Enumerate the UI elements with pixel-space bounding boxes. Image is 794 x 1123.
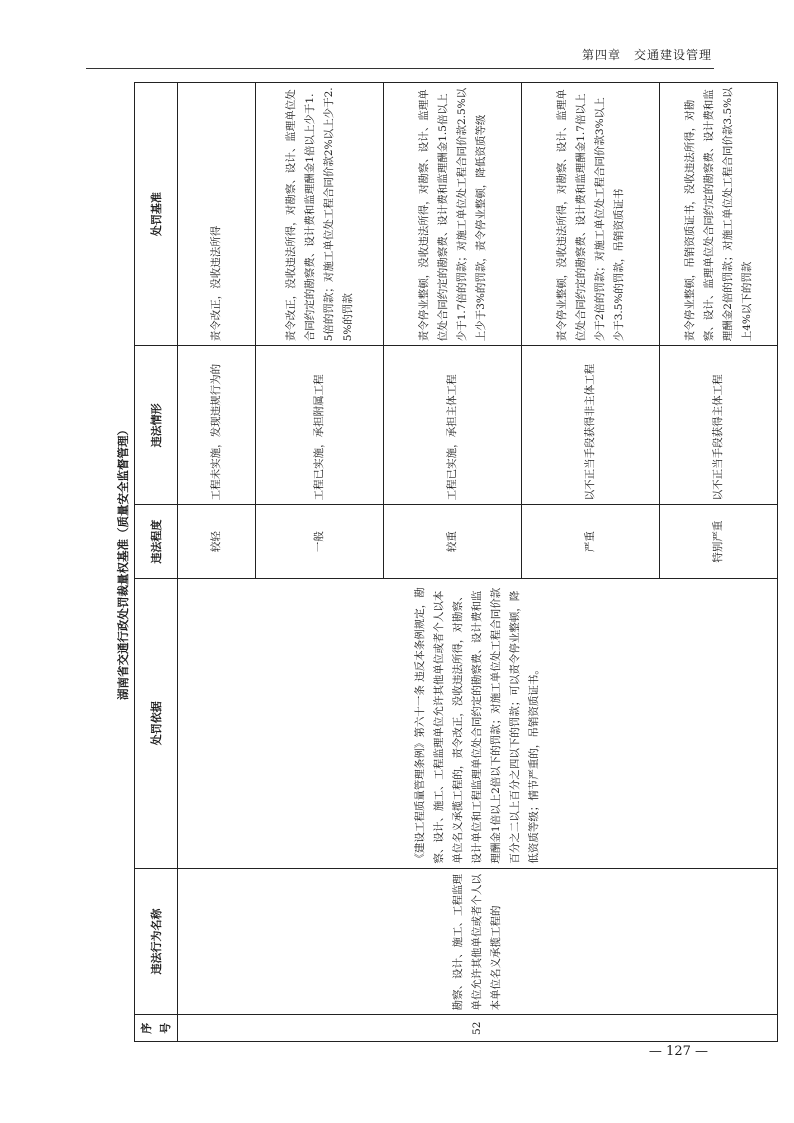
- level-situation: 工程已实施，承担主体工程: [384, 346, 522, 505]
- column-header-name: 违法行为名称: [135, 868, 178, 1015]
- column-header-standard: 处罚基准: [135, 83, 178, 346]
- level-situation: 以不正当手段获得主体工程: [660, 346, 778, 505]
- row-seq: 52: [178, 1015, 778, 1042]
- level-situation: 工程未实施，发现违规行为的: [178, 346, 256, 505]
- row-violation-name: 勘察、设计、施工、工程监理单位允许其他单位或者个人以本单位名义承揽工程的: [178, 868, 778, 1015]
- column-header-seq: 序号: [135, 1015, 178, 1042]
- table-title: 湖南省交通行政处罚裁量权基准（质量安全监督管理）: [116, 424, 130, 700]
- level-standard: 责令停业整顿，没收违法所得，对勘察、设计、监理单位处合同约定的勘察费、设计费和监理酬金1.5倍以上少于1.7倍的罚款；对施工单位处工程合同价款2.5%以上少于3%的罚款，责令停业整顿，降低资质等级: [384, 83, 522, 346]
- level-situation: 工程已实施，承担附属工程: [256, 346, 384, 505]
- running-header: 第四章 交通建设管理: [581, 48, 712, 62]
- header-rule: [86, 68, 714, 69]
- column-header-degree: 违法程度: [135, 505, 178, 578]
- column-header-basis: 处罚依据: [135, 578, 178, 868]
- row-penalty-basis: 《建设工程质量管理条例》第六十一条 违反本条例规定，勘察、设计、施工、工程监理单位允许其他单位或者个人以本单位名义承揽工程的，责令改正，没收违法所得，对勘察、设计单位和工程监理单位处合同约定的勘察费、设计费和监理酬金1倍以上2倍以下的罚款；对施工单位处工程合同价款百分之二以上百分之四以下的罚款；可以责令停业整顿，降低资质等级；情节严重的，吊销资质证书。: [178, 578, 778, 868]
- table-row: [178, 83, 256, 1042]
- page-number: — 127 —: [648, 1044, 708, 1059]
- column-header-situation: 违法情形: [135, 346, 178, 505]
- penalty-standard-table: [134, 82, 778, 1042]
- rotated-table-frame: [112, 82, 753, 1042]
- level-degree: 一般: [256, 505, 384, 578]
- level-standard: 责令改正，没收违法所得，对勘察、设计、监理单位处合同约定的勘察费、设计费和监理酬金1倍以上少于1.5倍的罚款；对施工单位处工程合同价款2%以上少于2.5%的罚款: [256, 83, 384, 346]
- level-situation: 以不正当手段获得非主体工程: [522, 346, 660, 505]
- level-degree: 较轻: [178, 505, 256, 578]
- level-degree: 严重: [522, 505, 660, 578]
- level-degree: 特别严重: [660, 505, 778, 578]
- level-standard: 责令停业整顿，吊销资质证书，没收违法所得，对勘察、设计、监理单位处合同约定的勘察费、设计费和监理酬金2倍的罚款；对施工单位处工程合同价款3.5%以上4%以下的罚款: [660, 83, 778, 346]
- level-standard: 责令停业整顿，没收违法所得，对勘察、设计、监理单位处合同约定的勘察费、设计费和监理酬金1.7倍以上少于2倍的罚款；对施工单位处工程合同价款3%以上少于3.5%的罚款，吊销资质证书: [522, 83, 660, 346]
- table-header-row: [135, 83, 178, 1042]
- level-degree: 较重: [384, 505, 522, 578]
- level-standard: 责令改正，没收违法所得: [178, 83, 256, 346]
